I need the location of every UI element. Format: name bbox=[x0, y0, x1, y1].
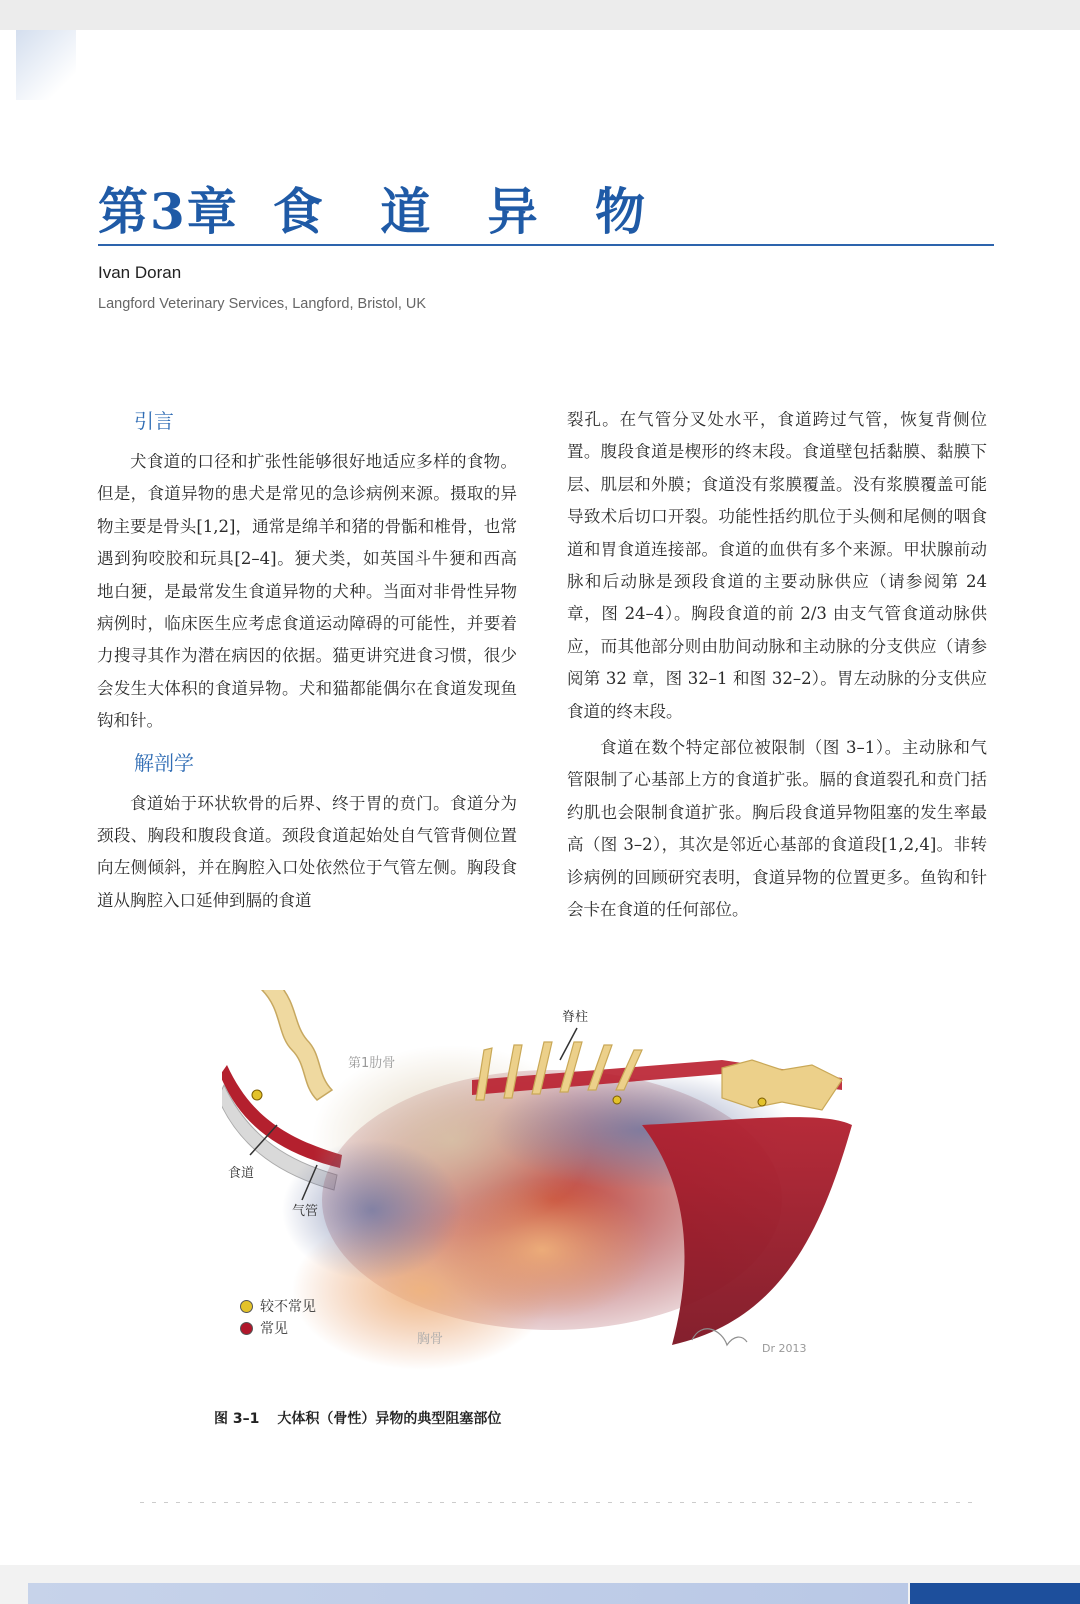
figure-caption bbox=[214, 1408, 501, 1428]
figure-caption-text: 大体积（骨性）异物的典型阻塞部位 bbox=[277, 1411, 502, 1427]
label-spine: 脊柱 bbox=[562, 1010, 589, 1025]
marker-uncommon-2 bbox=[613, 1096, 621, 1104]
intro-heading: 引言 bbox=[134, 409, 174, 433]
right-column bbox=[567, 404, 987, 927]
signature-text: Dr 2013 bbox=[762, 1342, 807, 1355]
next-page-edge bbox=[0, 1565, 1080, 1604]
legend-item-uncommon bbox=[240, 1296, 316, 1316]
next-page-band-dark bbox=[910, 1583, 1080, 1604]
marker-uncommon-3 bbox=[758, 1098, 766, 1106]
anatomy-paragraph-continued: 裂孔。在气管分叉处水平，食道跨过气管，恢复背侧位置。腹段食道是楔形的终末段。食道壁包括黏膜、黏膜下层、肌层和外膜；食道没有浆膜覆盖。没有浆膜覆盖可能导致术后切口开裂。功能性括约肌位于头侧和尾侧的咽食道和胃食道连接部。食道的血供有多个来源。甲状腺前动脉和后动脉是颈段食道的主要动脉供应（请参阅第 24 章，图 24–4）。胸段食道的前 2/3 由支气管食道动脉供应，而其他部分则由肋间动脉和主动脉的分支供应（请参阅第 32 章，图 32–1 和图 32–2）。胃左动脉的分支供应食道的终末段。 bbox=[567, 410, 987, 721]
label-sternum: 胸骨 bbox=[417, 1332, 444, 1347]
intro-paragraph: 犬食道的口径和扩张性能够很好地适应多样的食物。但是，食道异物的患犬是常见的急诊病例来源。摄取的异物主要是骨头[1,2]，通常是绵羊和猪的骨骺和椎骨，也常遇到狗咬胶和玩具[2–4]。㹴犬类，如英国斗牛㹴和西高地白㹴，是最常发生食道异物的犬种。当面对非骨性异物病例时，临床医生应考虑食道运动障碍的可能性，并要着力搜寻其作为潜在病因的依据。猫更讲究进食习惯，很少会发生大体积的食道异物。犬和猫都能偶尔在食道发现鱼钩和针。 bbox=[97, 452, 517, 731]
anatomy-illustration bbox=[222, 990, 862, 1380]
label-esophagus: 食道 bbox=[228, 1166, 255, 1181]
legend-label-common: 常见 bbox=[260, 1321, 288, 1337]
figure-caption-number: 图 3–1 bbox=[214, 1411, 260, 1427]
legend-label-uncommon: 较不常见 bbox=[260, 1299, 316, 1315]
anatomy-heading: 解剖学 bbox=[134, 750, 194, 775]
constriction-paragraph: 食道在数个特定部位被限制（图 3–1）。主动脉和气管限制了心基部上方的食道扩张。膈的食道裂孔和贲门括约肌也会限制食道扩张。胸后段食道异物阻塞的发生率最高（图 3–2），其次是邻近心基部的食道段[1,2,4]。非转诊病例的回顾研究表明，食道异物的位置更多。鱼钩和针会卡在食道的任何部位。 bbox=[567, 738, 987, 920]
page-corner-smudge bbox=[16, 30, 76, 100]
author-name: Ivan Doran bbox=[98, 263, 182, 282]
bottom-dotted-rule bbox=[140, 1502, 980, 1503]
chapter-title-text: 食 道 异 物 bbox=[272, 182, 666, 241]
label-trachea: 气管 bbox=[292, 1204, 319, 1219]
legend-item-common bbox=[240, 1318, 288, 1338]
legend-dot-uncommon bbox=[240, 1300, 253, 1313]
marker-uncommon bbox=[252, 1090, 262, 1100]
label-first-rib: 第1肋骨 bbox=[348, 1056, 396, 1071]
figure-3-1 bbox=[222, 990, 862, 1380]
chapter-number: 第3章 bbox=[98, 182, 239, 241]
left-column bbox=[97, 404, 517, 917]
author-affiliation: Langford Veterinary Services, Langford, Bristol, UK bbox=[98, 296, 427, 312]
cervical-vertebrae bbox=[262, 990, 332, 1100]
legend-dot-common bbox=[240, 1322, 253, 1335]
next-page-band-light bbox=[28, 1583, 908, 1604]
anatomy-paragraph: 食道始于环状软骨的后界、终于胃的贲门。食道分为颈段、胸段和腹段食道。颈段食道起始处自气管背侧位置向左侧倾斜，并在胸腔入口处依然位于气管左侧。胸段食道从胸腔入口延伸到膈的食道 bbox=[97, 793, 517, 910]
title-divider bbox=[98, 244, 994, 246]
chapter-title bbox=[98, 172, 665, 244]
